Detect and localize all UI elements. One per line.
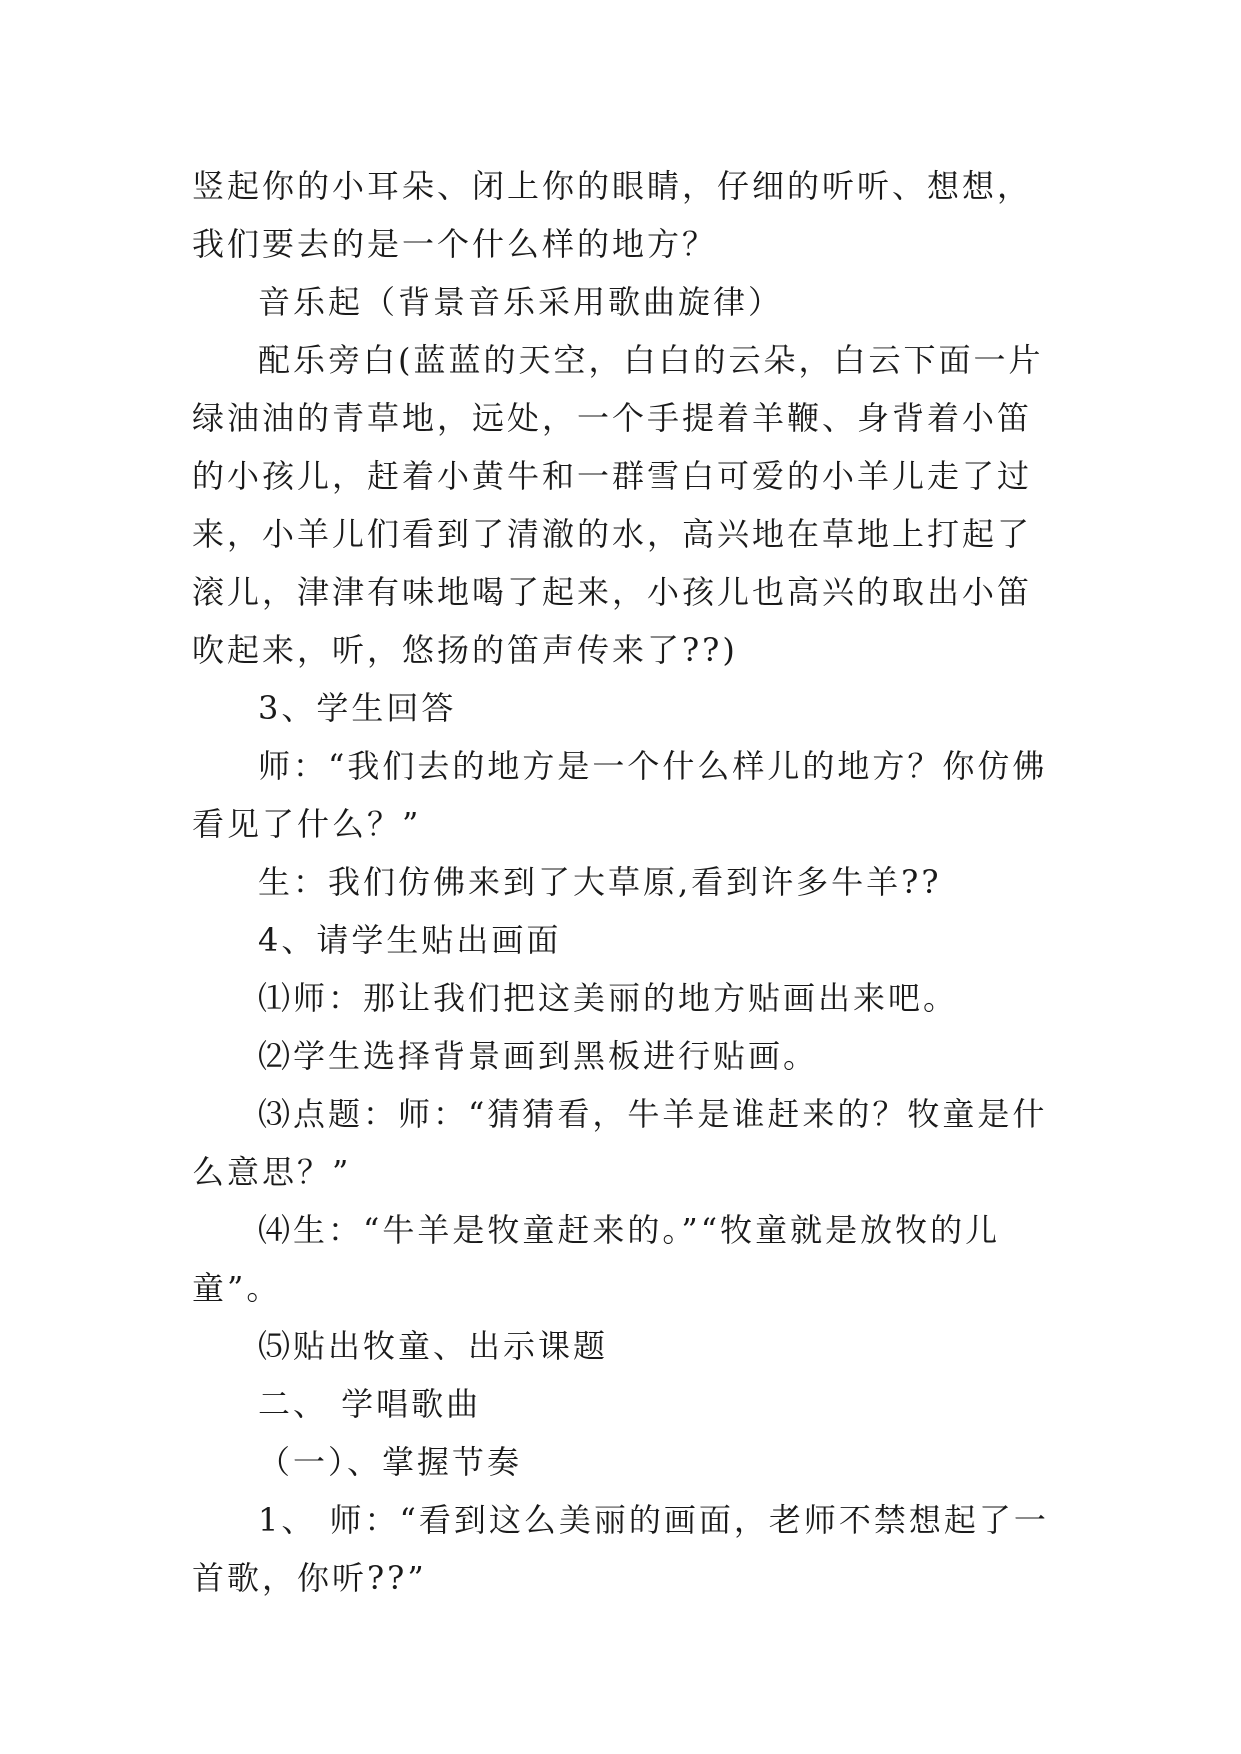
paragraph: ⑴师：那让我们把这美丽的地方贴画出来吧。 (258, 979, 959, 1017)
paragraph: 配乐旁白(蓝蓝的天空，白白的云朵，白云下面一片绿油油的青草地，远处，一个手提着羊鞭、身背着小笛的小孩儿，赶着小黄牛和一群雪白可爱的小羊儿走了过来，小羊儿们看到了清澈的水，高兴地在草地上打起了滚儿，津津有味地喝了起来，小孩儿也高兴的取出小笛吹起来，听，悠扬的笛声传来了??) (192, 341, 1044, 669)
paragraph: 音乐起（背景音乐采用歌曲旋律） (258, 283, 784, 321)
paragraph: （一）、掌握节奏 (258, 1443, 523, 1481)
paragraph: ⑸贴出牧童、出示课题 (258, 1327, 609, 1365)
paragraph: 竖起你的小耳朵、闭上你的眼睛，仔细的听听、想想，我们要去的是一个什么样的地方？ (192, 167, 1033, 263)
paragraph: 师：“我们去的地方是一个什么样儿的地方？你仿佛看见了什么？” (192, 747, 1048, 843)
paragraph: 二、 学唱歌曲 (258, 1385, 482, 1423)
paragraph: 4、请学生贴出画面 (258, 921, 562, 959)
paragraph: ⑶点题：师：“猜猜看，牛羊是谁赶来的？牧童是什么意思？” (192, 1095, 1048, 1191)
paragraph: ⑷生：“牛羊是牧童赶来的。”“牧童就是放牧的儿童”。 (192, 1211, 1001, 1307)
paragraph: 生：我们仿佛来到了大草原,看到许多牛羊?? (258, 863, 942, 901)
document-body (192, 157, 1062, 1607)
paragraph: 1、 师：“看到这么美丽的画面，老师不禁想起了一首歌，你听??” (192, 1501, 1049, 1597)
paragraph: 3、学生回答 (258, 689, 457, 727)
paragraph: ⑵学生选择背景画到黑板进行贴画。 (258, 1037, 819, 1075)
